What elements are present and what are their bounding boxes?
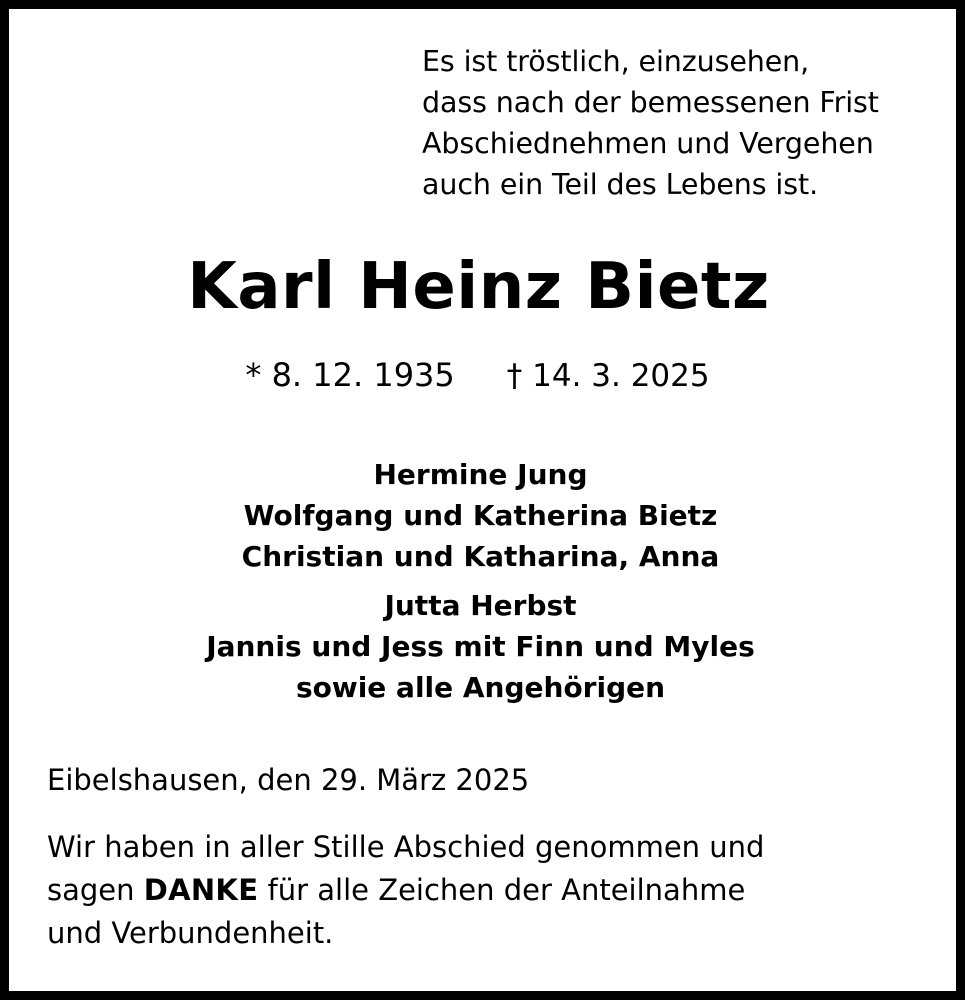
mourners-list bbox=[47, 454, 918, 708]
closing-text-before: sagen bbox=[47, 872, 144, 907]
death-date: † 14. 3. 2025 bbox=[506, 358, 710, 394]
epitaph-verse bbox=[47, 41, 918, 205]
mourner-line: Wolfgang und Katherina Bietz bbox=[243, 499, 718, 532]
mourner-line: sowie alle Angehörigen bbox=[295, 671, 666, 704]
danke-emphasis: DANKE bbox=[143, 872, 259, 907]
mourners-divider bbox=[47, 577, 914, 585]
closing-line: und Verbundenheit. bbox=[47, 915, 334, 950]
verse-line: dass nach der bemessenen Frist bbox=[422, 86, 879, 119]
closing-line bbox=[47, 869, 918, 912]
birth-date: * 8. 12. 1935 bbox=[245, 356, 455, 394]
mourner-line: Christian und Katharina, Anna bbox=[241, 540, 720, 573]
closing-text-after: für alle Zeichen der Anteilnahme bbox=[258, 872, 746, 907]
closing-note bbox=[47, 826, 918, 955]
verse-line: Abschiednehmen und Vergehen bbox=[422, 127, 874, 160]
closing-line: Wir haben in aller Stille Abschied genommen und bbox=[47, 829, 765, 864]
verse-line: auch ein Teil des Lebens ist. bbox=[422, 168, 819, 201]
mourner-line: Hermine Jung bbox=[373, 458, 588, 491]
verse-line: Es ist tröstlich, einzusehen, bbox=[422, 45, 810, 78]
mourner-line: Jannis und Jess mit Finn und Myles bbox=[206, 630, 755, 663]
place-and-date: Eibelshausen, den 29. März 2025 bbox=[47, 763, 530, 797]
life-dates bbox=[47, 356, 918, 394]
mourner-line: Jutta Herbst bbox=[384, 589, 577, 622]
deceased-name: Karl Heinz Bietz bbox=[187, 250, 770, 324]
